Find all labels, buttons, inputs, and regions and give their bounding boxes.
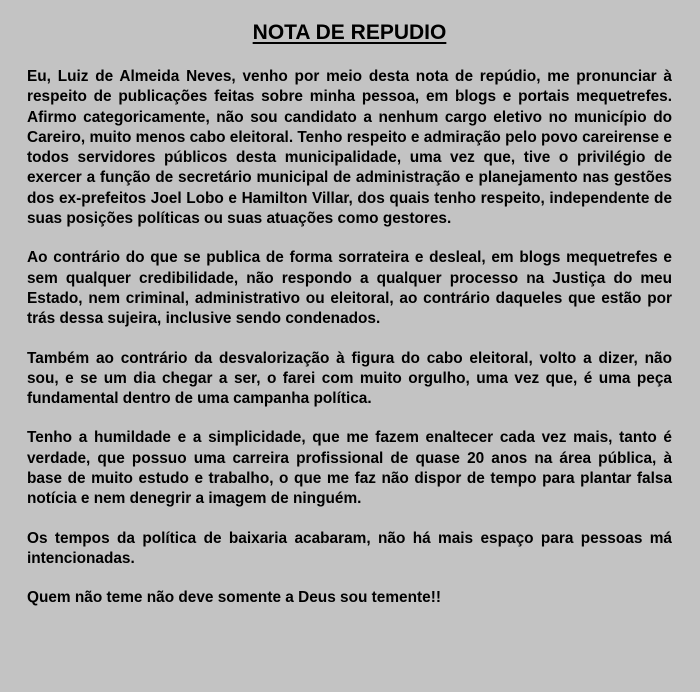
paragraph-5: Os tempos da política de baixaria acabaram, não há mais espaço para pessoas má intencionadas. [27, 529, 672, 567]
paragraph-6: Quem não teme não deve somente a Deus sou temente!! [27, 589, 441, 607]
document-title: NOTA DE REPUDIO [252, 21, 447, 44]
paragraph-3: Também ao contrário da desvalorização à figura do cabo eleitoral, volto a dizer, não sou, e se um dia chegar a ser, o farei com muito orgulho, uma vez que, é uma peça fundamental dentro de uma campanha política. [27, 349, 672, 408]
paragraph-1: Eu, Luiz de Almeida Neves, venho por meio desta nota de repúdio, me pronunciar à respeito de publicações feitas sobre minha pessoa, em blogs e portais mequetrefes. Afirmo categoricamente, não sou candidato a nenhum cargo eletivo no município do Careiro, muito menos cabo eleitoral. Tenho respeito e admiração pelo povo careirense e todos servidores públicos desta municipalidade, uma vez que, tive o privilégio de exercer a função de secretário municipal de administração e planejamento nas gestões dos ex-prefeitos Joel Lobo e Hamilton Villar, dos quais tenho respeito, independente de suas posições políticas ou suas atuações como gestores. [27, 68, 672, 228]
paragraph-4: Tenho a humildade e a simplicidade, que me fazem enaltecer cada vez mais, tanto é verdade, que possuo uma carreira profissional de quase 20 anos na área pública, à base de muito estudo e trabalho, o que me faz não dispor de tempo para plantar falsa notícia e nem denegrir a imagem de ninguém. [27, 429, 672, 508]
paragraph-2: Ao contrário do que se publica de forma sorrateira e desleal, em blogs mequetrefes e sem qualquer credibilidade, não respondo a qualquer processo na Justiça do meu Estado, nem criminal, administrativo ou eleitoral, ao contrário daqueles que estão por trás dessa sujeira, inclusive sendo condenados. [27, 249, 672, 328]
